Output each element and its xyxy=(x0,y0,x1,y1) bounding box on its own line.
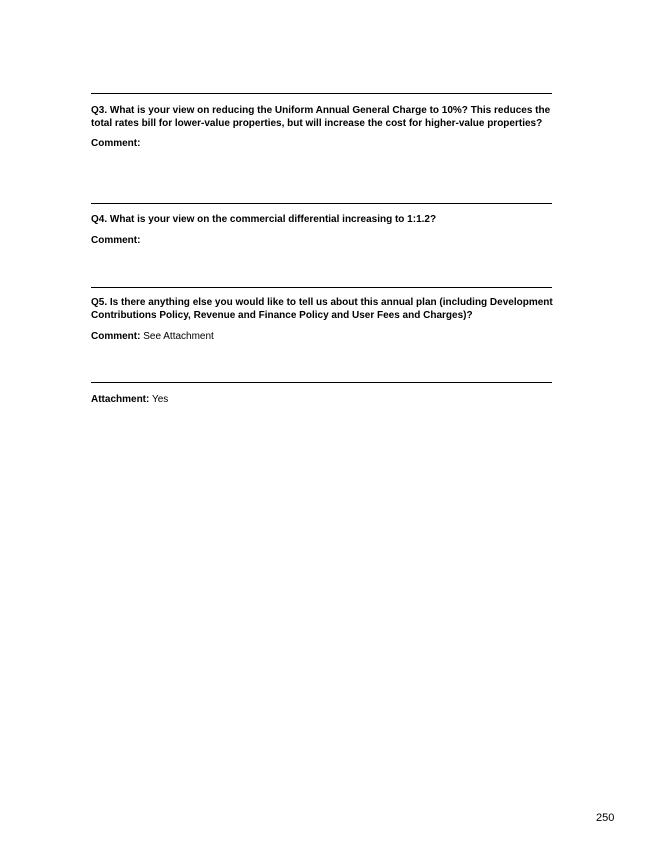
comment-line xyxy=(91,137,561,150)
question-text: Q4. What is your view on the commercial differential increasing to 1:1.2? xyxy=(91,214,437,225)
attachment-block xyxy=(91,393,561,406)
comment-line xyxy=(91,234,561,247)
page-number: 250 xyxy=(596,812,615,824)
attachment-line xyxy=(91,393,561,406)
question-text: Q5. Is there anything else you would like to tell us about this annual plan (including Development Contributions Policy, Revenue and Finance Policy and User Fees and Charges)? xyxy=(91,297,553,321)
divider-line xyxy=(91,203,552,204)
divider-line xyxy=(91,93,552,94)
question-block-q4 xyxy=(91,213,561,247)
comment-label: Comment: xyxy=(91,331,141,342)
attachment-value: Yes xyxy=(151,394,169,405)
comment-label: Comment: xyxy=(91,138,141,149)
question-block-q3 xyxy=(91,104,561,150)
attachment-label: Attachment: xyxy=(91,394,150,405)
divider-line xyxy=(91,287,552,288)
comment-label: Comment: xyxy=(91,235,141,246)
comment-line xyxy=(91,330,561,343)
question-text: Q3. What is your view on reducing the Uniform Annual General Charge to 10%? This reduces the total rates bill for lower-value properties, but will increase the cost for higher-value properties? xyxy=(91,105,551,129)
question-block-q5 xyxy=(91,296,561,343)
divider-line xyxy=(91,382,552,383)
comment-value: See Attachment xyxy=(143,331,214,342)
